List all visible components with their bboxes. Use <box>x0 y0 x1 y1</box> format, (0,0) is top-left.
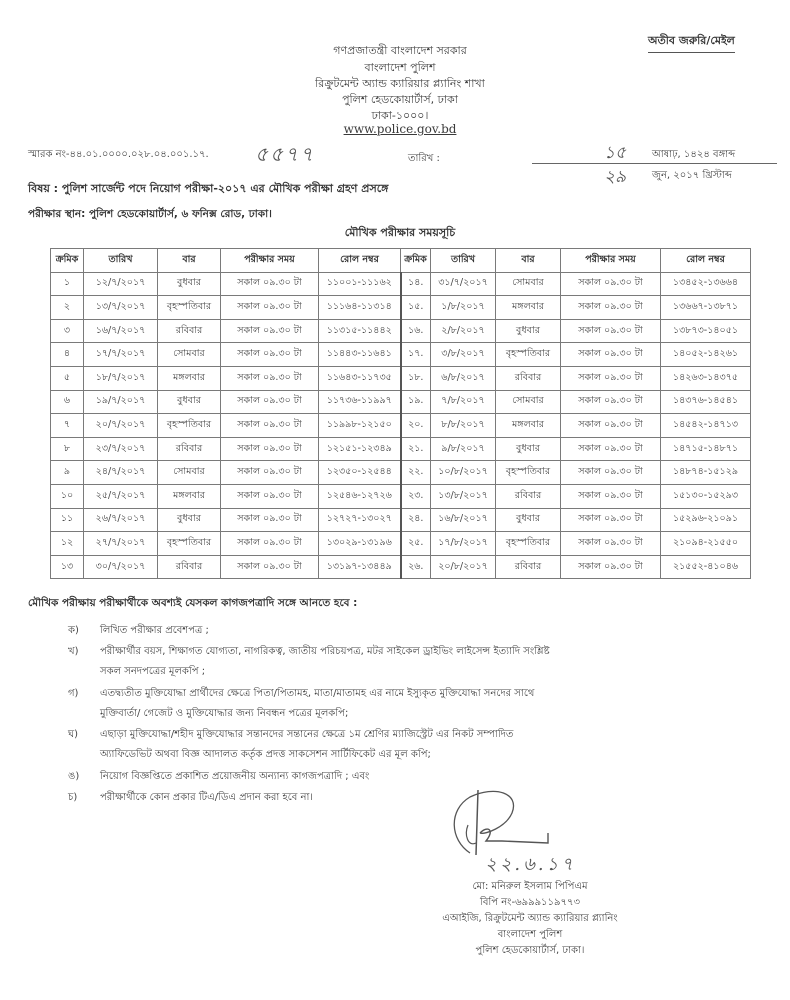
cell-exam-time: সকাল ০৯.৩০ টা <box>221 319 319 343</box>
cell-serial: ১৪. <box>401 272 431 296</box>
cell-serial: ১৯. <box>401 390 431 414</box>
cell-exam-time: সকাল ০৯.৩০ টা <box>561 390 661 414</box>
cell-date: ২৩/৭/২০১৭ <box>84 437 158 461</box>
cell-roll-number: ১২১৫১-১২৩৪৯ <box>319 437 401 461</box>
requirement-label: খ) <box>68 646 79 657</box>
cell-date: ১৬/৭/২০১৭ <box>84 319 158 343</box>
urgency-label: অতীব জরুরি/মেইল <box>648 32 735 53</box>
cell-roll-number: ১৪২৬৩-১৪৩৭৫ <box>661 366 751 390</box>
cell-roll-number: ১১৩১৫-১১৪৪২ <box>319 319 401 343</box>
cell-roll-number: ১২৩৫০-১২৫৪৪ <box>319 461 401 485</box>
cell-day: বৃহস্পতিবার <box>158 296 221 320</box>
cell-exam-time: সকাল ০৯.৩০ টা <box>561 555 661 579</box>
cell-roll-number: ১৫১৩০-১৫২৯৩ <box>661 484 751 508</box>
exam-venue: পরীক্ষার স্থান: পুলিশ হেডকোয়ার্টার্স, ৬ ফনিক্স রোড, ঢাকা। <box>28 208 272 220</box>
cell-day: রবিবার <box>158 555 221 579</box>
cell-date: ২৬/৭/২০১৭ <box>84 508 158 532</box>
cell-exam-time: সকাল ০৯.৩০ টা <box>221 508 319 532</box>
cell-serial: ২২. <box>401 461 431 485</box>
cell-exam-time: সকাল ০৯.৩০ টা <box>561 508 661 532</box>
cell-roll-number: ১৪৫৪২-১৪৭১৩ <box>661 414 751 438</box>
cell-serial: ১৮. <box>401 366 431 390</box>
letterhead-government: গণপ্রজাতন্ত্রী বাংলাদেশ সরকার <box>333 44 467 57</box>
signer-designation: এআইজি, রিক্রুটমেন্ট অ্যান্ড ক্যারিয়ার প্ল্যানিং <box>442 913 618 924</box>
cell-day: মঙ্গলবার <box>496 296 561 320</box>
cell-exam-time: সকাল ০৯.৩০ টা <box>561 343 661 367</box>
cell-serial: ১৬. <box>401 319 431 343</box>
column-header-date: তারিখ <box>84 249 158 273</box>
cell-roll-number: ১১৭৩৬-১১৯৯৭ <box>319 390 401 414</box>
requirement-text: মুক্তিবার্তা/ গেজেট ও মুক্তিযোদ্ধার জন্য নিবন্ধন পত্রের মূলকপি; <box>100 708 349 719</box>
cell-roll-number: ১১৬৪৩-১১৭৩৫ <box>319 366 401 390</box>
requirement-text: লিখিত পরীক্ষার প্রবেশপত্র ; <box>100 625 209 636</box>
cell-exam-time: সকাল ০৯.৩০ টা <box>561 366 661 390</box>
cell-roll-number: ১৩৪৫২-১৩৬৬৪ <box>661 272 751 296</box>
cell-roll-number: ১১৯৯৮-১২১৫০ <box>319 414 401 438</box>
subject-line: বিষয় : পুলিশ সার্জেন্ট পদে নিয়োগ পরীক্ষা-২০১৭ এর মৌখিক পরীক্ষা গ্রহণ প্রসঙ্গে <box>28 182 389 195</box>
cell-date: ১/৮/২০১৭ <box>431 296 496 320</box>
cell-serial: ২৩. <box>401 484 431 508</box>
cell-day: বৃহস্পতিবার <box>496 461 561 485</box>
column-header-roll-number: রোল নম্বর <box>319 249 401 273</box>
cell-date: ৭/৮/২০১৭ <box>431 390 496 414</box>
cell-date: ১০/৮/২০১৭ <box>431 461 496 485</box>
requirement-label: গ) <box>68 688 79 699</box>
memo-number: স্মারক নং-৪৪.০১.০০০০.০২৮.০৪.০০১.১৭. <box>28 149 209 160</box>
website-link[interactable]: www.police.gov.bd <box>343 122 457 136</box>
cell-roll-number: ১৪৩৭৬-১৪৫৪১ <box>661 390 751 414</box>
letterhead-branch: রিক্রুটমেন্ট অ্যান্ড ক্যারিয়ার প্ল্যানিং শাখা <box>315 77 485 90</box>
cell-exam-time: সকাল ০৯.৩০ টা <box>221 461 319 485</box>
cell-serial: ১১ <box>51 508 84 532</box>
cell-roll-number: ২১৫৫২-৪১০৪৬ <box>661 555 751 579</box>
column-header-exam-time: পরীক্ষার সময় <box>221 249 319 273</box>
cell-day: বুধবার <box>158 390 221 414</box>
cell-date: ৩/৮/২০১৭ <box>431 343 496 367</box>
cell-day: সোমবার <box>496 272 561 296</box>
column-header-serial: ক্রমিক <box>401 249 431 273</box>
cell-day: বুধবার <box>158 272 221 296</box>
cell-date: ২৫/৭/২০১৭ <box>84 484 158 508</box>
column-header-date: তারিখ <box>431 249 496 273</box>
signer-bp-number: বিপি নং-৬৯৯৯১১৯৭৭৩ <box>479 897 581 908</box>
cell-day: রবিবার <box>496 366 561 390</box>
schedule-header-row <box>51 249 751 273</box>
table-row <box>51 532 751 556</box>
cell-serial: ২১. <box>401 437 431 461</box>
column-header-day: বার <box>158 249 221 273</box>
cell-serial: ৮ <box>51 437 84 461</box>
column-header-serial: ক্রমিক <box>51 249 84 273</box>
cell-exam-time: সকাল ০৯.৩০ টা <box>561 272 661 296</box>
cell-date: ২০/৮/২০১৭ <box>431 555 496 579</box>
cell-serial: ২০. <box>401 414 431 438</box>
cell-exam-time: সকাল ০৯.৩০ টা <box>221 296 319 320</box>
cell-serial: ৯ <box>51 461 84 485</box>
letterhead-postcode: ঢাকা-১০০০। <box>371 109 429 122</box>
cell-serial: ১০ <box>51 484 84 508</box>
cell-roll-number: ১১৪৪৩-১১৬৪১ <box>319 343 401 367</box>
cell-serial: ২ <box>51 296 84 320</box>
signature-date: ২২.৬.১৭ <box>485 854 576 875</box>
cell-date: ১৯/৭/২০১৭ <box>84 390 158 414</box>
cell-day: বৃহস্পতিবার <box>158 414 221 438</box>
cell-serial: ১৫. <box>401 296 431 320</box>
column-header-day: বার <box>496 249 561 273</box>
cell-date: ২/৮/২০১৭ <box>431 319 496 343</box>
table-row <box>51 414 751 438</box>
cell-day: বৃহস্পতিবার <box>158 532 221 556</box>
cell-date: ১৭/৮/২০১৭ <box>431 532 496 556</box>
cell-serial: ১২ <box>51 532 84 556</box>
cell-exam-time: সকাল ০৯.৩০ টা <box>221 484 319 508</box>
cell-exam-time: সকাল ০৯.৩০ টা <box>561 414 661 438</box>
cell-day: বুধবার <box>496 437 561 461</box>
date-label: তারিখ : <box>408 153 440 164</box>
cell-day: সোমবার <box>158 461 221 485</box>
cell-roll-number: ১৩০২৯-১৩১৯৬ <box>319 532 401 556</box>
signer-office: পুলিশ হেডকোয়ার্টার্স, ঢাকা। <box>475 945 585 956</box>
cell-serial: ২৪. <box>401 508 431 532</box>
table-row <box>51 484 751 508</box>
requirement-label: ক) <box>68 625 79 636</box>
cell-date: ২৭/৭/২০১৭ <box>84 532 158 556</box>
cell-day: রবিবার <box>158 319 221 343</box>
cell-date: ১৩/৮/২০১৭ <box>431 484 496 508</box>
letterhead-hq: পুলিশ হেডকোয়ার্টার্স, ঢাকা <box>342 93 458 106</box>
table-row <box>51 555 751 579</box>
cell-day: সোমবার <box>496 390 561 414</box>
cell-serial: ৩ <box>51 319 84 343</box>
requirement-label: ঙ) <box>68 771 80 782</box>
table-row <box>51 508 751 532</box>
schedule-table <box>50 248 751 579</box>
cell-serial: ২৬. <box>401 555 431 579</box>
cell-date: ১৩/৭/২০১৭ <box>84 296 158 320</box>
cell-serial: ১৭. <box>401 343 431 367</box>
cell-roll-number: ১৪০৫২-১৪২৬১ <box>661 343 751 367</box>
cell-exam-time: সকাল ০৯.৩০ টা <box>221 555 319 579</box>
cell-exam-time: সকাল ০৯.৩০ টা <box>221 343 319 367</box>
schedule-title: মৌখিক পরীক্ষার সময়সূচি <box>344 226 456 239</box>
cell-roll-number: ১২৭২৭-১৩০২৭ <box>319 508 401 532</box>
cell-date: ৯/৮/২০১৭ <box>431 437 496 461</box>
cell-exam-time: সকাল ০৯.৩০ টা <box>561 319 661 343</box>
cell-exam-time: সকাল ০৯.৩০ টা <box>221 390 319 414</box>
column-header-roll-number: রোল নম্বর <box>661 249 751 273</box>
table-row <box>51 319 751 343</box>
cell-roll-number: ১৩৮৭৩-১৪০৫১ <box>661 319 751 343</box>
cell-roll-number: ১১১৬৪-১১৩১৪ <box>319 296 401 320</box>
table-row <box>51 272 751 296</box>
letterhead-website-wrap <box>250 122 550 136</box>
cell-roll-number: ১৫২৯৬-২১০৯১ <box>661 508 751 532</box>
requirement-text: পরীক্ষার্থীর বয়স, শিক্ষাগত যোগ্যতা, নাগরিকত্ব, জাতীয় পরিচয়পত্র, মটর সাইকেল ড্রাইভিং লাইসেন্স ইত্যাদি সংশ্লিষ্ট <box>100 646 550 657</box>
english-day: ২৯ <box>604 167 627 187</box>
cell-date: ১২/৭/২০১৭ <box>84 272 158 296</box>
letterhead-police: বাংলাদেশ পুলিশ <box>364 61 436 74</box>
cell-date: ৮/৮/২০১৭ <box>431 414 496 438</box>
cell-exam-time: সকাল ০৯.৩০ টা <box>561 484 661 508</box>
cell-day: মঙ্গলবার <box>158 484 221 508</box>
cell-roll-number: ২১০৯৪-২১৫৫০ <box>661 532 751 556</box>
table-row <box>51 366 751 390</box>
table-row <box>51 437 751 461</box>
cell-exam-time: সকাল ০৯.৩০ টা <box>561 296 661 320</box>
cell-day: রবিবার <box>496 555 561 579</box>
cell-day: বুধবার <box>496 508 561 532</box>
requirement-text: পরীক্ষার্থীকে কোন প্রকার টিএ/ডিএ প্রদান করা হবে না। <box>100 792 313 803</box>
cell-date: ১৭/৭/২০১৭ <box>84 343 158 367</box>
requirement-text: সকল সনদপত্রের মূলকপি ; <box>100 666 206 677</box>
english-date: জুন, ২০১৭ খ্রিস্টাব্দ <box>652 170 732 181</box>
cell-serial: ৭ <box>51 414 84 438</box>
cell-exam-time: সকাল ০৯.৩০ টা <box>221 414 319 438</box>
column-header-exam-time: পরীক্ষার সময় <box>561 249 661 273</box>
table-row <box>51 461 751 485</box>
table-row <box>51 390 751 414</box>
bangla-date: আষাঢ়, ১৪২৪ বঙ্গাব্দ <box>652 149 736 160</box>
cell-roll-number: ১৪৮৭৪-১৫১২৯ <box>661 461 751 485</box>
signer-name: মো: মনিরুল ইসলাম পিপিএম <box>472 881 588 892</box>
cell-day: বৃহস্পতিবার <box>496 343 561 367</box>
cell-exam-time: সকাল ০৯.৩০ টা <box>221 366 319 390</box>
cell-day: বুধবার <box>496 319 561 343</box>
cell-date: ৩০/৭/২০১৭ <box>84 555 158 579</box>
cell-roll-number: ১২৫৪৬-১২৭২৬ <box>319 484 401 508</box>
cell-exam-time: সকাল ০৯.৩০ টা <box>561 461 661 485</box>
table-row <box>51 343 751 367</box>
bangla-day: ১৫ <box>604 143 627 163</box>
cell-roll-number: ১৩১৯৭-১৩৪৪৯ <box>319 555 401 579</box>
requirement-text: অ্যাফিডেভিট অথবা বিজ্ঞ আদালত কর্তৃক প্রদত্ত সাকসেশন সার্টিফিকেট এর মূল কপি; <box>100 749 431 760</box>
cell-serial: ১৩ <box>51 555 84 579</box>
cell-serial: ৪ <box>51 343 84 367</box>
cell-day: মঙ্গলবার <box>158 366 221 390</box>
requirements-heading: মৌখিক পরীক্ষায় পরীক্ষার্থীকে অবশ্যই যেসকল কাগজপত্রাদি সঙ্গে আনতে হবে : <box>28 597 358 609</box>
requirement-text: এতদ্ব্যতীত মুক্তিযোদ্ধা প্রার্থীদের ক্ষেত্রে পিতা/পিতামহ, মাতা/মাতামহ এর নামে ইস্যুকৃত মুক্তিযোদ্ধা সনদের সাথে <box>100 688 535 699</box>
cell-day: রবিবার <box>158 437 221 461</box>
cell-day: রবিবার <box>496 484 561 508</box>
date-divider <box>532 163 777 164</box>
cell-roll-number: ১৩৬৬৭-১৩৮৭১ <box>661 296 751 320</box>
cell-date: ৩১/৭/২০১৭ <box>431 272 496 296</box>
cell-date: ১৮/৭/২০১৭ <box>84 366 158 390</box>
requirement-text: এছাড়া মুক্তিযোদ্ধা/শহীদ মুক্তিযোদ্ধার সন্তানদের সন্তানের ক্ষেত্রে ১ম শ্রেণির ম্যাজিস্ট্রেট এর নিকট সম্পাদিত <box>100 729 514 740</box>
cell-exam-time: সকাল ০৯.৩০ টা <box>561 532 661 556</box>
cell-serial: ১ <box>51 272 84 296</box>
cell-day: মঙ্গলবার <box>496 414 561 438</box>
cell-exam-time: সকাল ০৯.৩০ টা <box>221 437 319 461</box>
cell-date: ২৪/৭/২০১৭ <box>84 461 158 485</box>
cell-exam-time: সকাল ০৯.৩০ টা <box>561 437 661 461</box>
cell-exam-time: সকাল ০৯.৩০ টা <box>221 532 319 556</box>
requirement-label: চ) <box>68 792 78 803</box>
cell-day: বৃহস্পতিবার <box>496 532 561 556</box>
cell-date: ২০/৭/২০১৭ <box>84 414 158 438</box>
cell-day: বুধবার <box>158 508 221 532</box>
cell-date: ১৬/৮/২০১৭ <box>431 508 496 532</box>
memo-handwritten-number: ৫৫৭৭ <box>255 142 315 166</box>
cell-serial: ২৫. <box>401 532 431 556</box>
schedule-body <box>51 272 751 579</box>
table-row <box>51 296 751 320</box>
cell-exam-time: সকাল ০৯.৩০ টা <box>221 272 319 296</box>
cell-date: ৬/৮/২০১৭ <box>431 366 496 390</box>
requirement-label: ঘ) <box>68 729 79 740</box>
cell-day: সোমবার <box>158 343 221 367</box>
requirement-text: নিয়োগ বিজ্ঞপ্তিতে প্রকাশিত প্রয়োজনীয় অন্যান্য কাগজপত্রাদি ; এবং <box>100 771 370 782</box>
cell-serial: ৫ <box>51 366 84 390</box>
cell-serial: ৬ <box>51 390 84 414</box>
signer-organization: বাংলাদেশ পুলিশ <box>497 929 563 940</box>
cell-roll-number: ১৪৭১৫-১৪৮৭১ <box>661 437 751 461</box>
cell-roll-number: ১১০০১-১১১৬২ <box>319 272 401 296</box>
